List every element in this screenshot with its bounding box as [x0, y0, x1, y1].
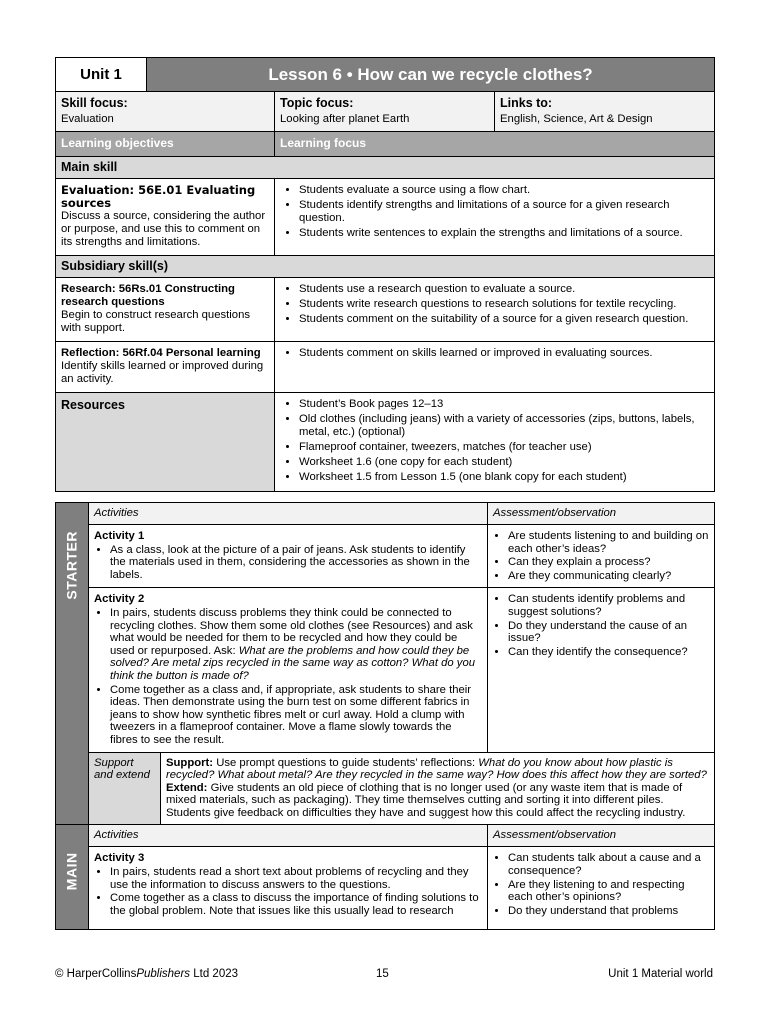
main-assessment-header: Assessment/observation [488, 825, 715, 847]
starter-activities-header: Activities [89, 503, 488, 525]
list-item: • In pairs, students read a short text about problems of recycling and they use the information to discuss answers to the questions. [110, 866, 482, 891]
resources-list [275, 393, 715, 492]
list-item: • Students write research questions to research solutions for textile recycling. [299, 298, 709, 311]
extend-head: Extend: [166, 781, 208, 794]
copyright-prefix: © HarperCollins [55, 968, 137, 980]
learning-focus-header: Learning focus [275, 132, 715, 157]
activity-2 [89, 588, 488, 752]
starter-label-text: STARTER [63, 531, 80, 600]
main-skill-focus [275, 179, 715, 256]
list-item: • Student’s Book pages 12–13 [299, 398, 709, 411]
list-item [110, 607, 482, 683]
unit-label: Unit 1 [56, 58, 147, 92]
research-skill-focus [275, 278, 715, 342]
activity-1-assessment [488, 525, 715, 588]
activity-3-title: Activity 3 [94, 852, 145, 865]
copyright [55, 968, 238, 980]
list-item: • Worksheet 1.5 from Lesson 1.5 (one blank copy for each student) [299, 471, 709, 484]
list-item: • Worksheet 1.6 (one copy for each student) [299, 456, 709, 469]
activity-3 [89, 847, 488, 930]
list-item: • Are they listening to and respecting each other’s opinions? [508, 879, 709, 904]
main-skill-title: Evaluation: 56E.01 Evaluating sources [61, 183, 256, 210]
topic-focus-label: Topic focus: [280, 96, 354, 110]
reflection-skill-title: Reflection: 56Rf.04 Personal learning [61, 347, 261, 359]
topic-focus-value: Looking after planet Earth [280, 113, 410, 125]
main-label [56, 825, 89, 930]
support-head: Support: [166, 756, 214, 769]
main-skill-heading: Main skill [56, 157, 715, 179]
list-item: • Do they understand the cause of an issue? [508, 620, 709, 645]
links-label: Links to: [500, 96, 553, 110]
reflection-skill-focus [275, 342, 715, 393]
research-skill-desc: Begin to construct research questions with support. [61, 309, 251, 334]
subsidiary-skills-heading: Subsidiary skill(s) [56, 256, 715, 278]
activity-3-assessment [488, 847, 715, 930]
support-extend-label: Support and extend [89, 752, 161, 825]
main-label-text: MAIN [63, 852, 80, 891]
main-activities-header: Activities [89, 825, 488, 847]
list-item: • Come together as a class and, if appropriate, ask students to share their ideas. Then demonstrate using the burn test on some different fabrics in jeans to show how synthetic fibres melt or curl away. Hold a clump with tweezers in a flameproof container. Move a flame slowly towards the fibres to see the result. [110, 684, 482, 747]
activity-2-questions: What are the problems and how could they be solved? Are metal zips recycled in the same way as cotton? What do you think the button is made of? [110, 644, 476, 682]
resources-heading: Resources [56, 393, 275, 492]
list-item: • Can they explain a process? [508, 556, 709, 569]
research-skill-title: Research: 56Rs.01 Constructing research questions [61, 283, 235, 308]
footer-unit-title: Unit 1 Material world [608, 968, 713, 980]
starter-assessment-header: Assessment/observation [488, 503, 715, 525]
list-item: • Old clothes (including jeans) with a variety of accessories (zips, buttons, labels, metal, etc.) (optional) [299, 413, 709, 439]
list-item: • Can students talk about a cause and a consequence? [508, 852, 709, 877]
links-cell [495, 92, 715, 132]
list-item: • As a class, look at the picture of a pair of jeans. Ask students to identify the materials used in them, considering the accessories as shown in the labels. [110, 544, 482, 582]
activities-table [55, 502, 715, 930]
list-item: • Students write sentences to explain the strengths and limitations of a source. [299, 227, 709, 240]
list-item: • Are they communicating clearly? [508, 570, 709, 583]
skill-focus-label: Skill focus: [61, 96, 128, 110]
list-item: • Flameproof container, tweezers, matches (for teacher use) [299, 441, 709, 454]
activity-1-title: Activity 1 [94, 530, 145, 542]
list-item: • Are students listening to and building on each other’s ideas? [508, 530, 709, 555]
lesson-title: Lesson 6 • How can we recycle clothes? [147, 58, 715, 92]
page-number: 15 [376, 968, 389, 980]
skill-focus-cell [56, 92, 275, 132]
activity-1 [89, 525, 488, 588]
list-item: • Students evaluate a source using a flow chart. [299, 184, 709, 197]
list-item: • Do they understand that problems [508, 905, 709, 918]
list-item: • Can they identify the consequence? [508, 646, 709, 659]
main-skill-desc: Discuss a source, considering the author or purpose, and use this to comment on its strengths and limitations. [61, 210, 266, 248]
support-text: Use prompt questions to guide students’ reflections: [213, 756, 479, 769]
list-item: • Students identify strengths and limitations of a source for a given research question. [299, 199, 709, 225]
links-value: English, Science, Art & Design [500, 113, 653, 125]
list-item: • Students use a research question to evaluate a source. [299, 283, 709, 296]
copyright-publishers: Publishers [136, 968, 191, 980]
list-item: • Come together as a class to discuss the importance of finding solutions to the global problem. Note that issues like this usually lead to research [110, 892, 482, 917]
skill-focus-value: Evaluation [61, 113, 114, 125]
research-skill-cell [56, 278, 275, 342]
lesson-plan-table [55, 57, 715, 492]
main-skill-cell [56, 179, 275, 256]
list-item: • Students comment on the suitability of a source for a given research question. [299, 313, 709, 326]
activity-2-title: Activity 2 [94, 593, 145, 606]
learning-objectives-header: Learning objectives [56, 132, 275, 157]
copyright-suffix: Ltd 2023 [190, 968, 239, 980]
list-item: • Can students identify problems and suggest solutions? [508, 593, 709, 618]
extend-text: Give students an old piece of clothing that is no longer used (or any waste item that is made of mixed materials, such as packaging). They time themselves cutting and sorting it into different piles. Students give feedback on difficulties they have and suggest how this could affect the recycling industry. [166, 781, 686, 819]
reflection-skill-cell [56, 342, 275, 393]
activity-2-assessment [488, 588, 715, 752]
support-extend-content [161, 752, 715, 825]
starter-label [56, 503, 89, 825]
activity-2-text: In pairs, students discuss problems they think could be connected to recycling clothes. Show them some old clothes (see Resources) and ask what would be needed for them to be recycled and how they could be used or repurposed. Ask: [110, 606, 473, 657]
support-questions: What do you know about how plastic is recycled? What about metal? Are they recycled in the same way? How does this affect how they are sorted? [166, 756, 707, 782]
reflection-skill-desc: Identify skills learned or improved during an activity. [61, 360, 264, 385]
topic-focus-cell [275, 92, 495, 132]
list-item: • Students comment on skills learned or improved in evaluating sources. [299, 347, 709, 360]
